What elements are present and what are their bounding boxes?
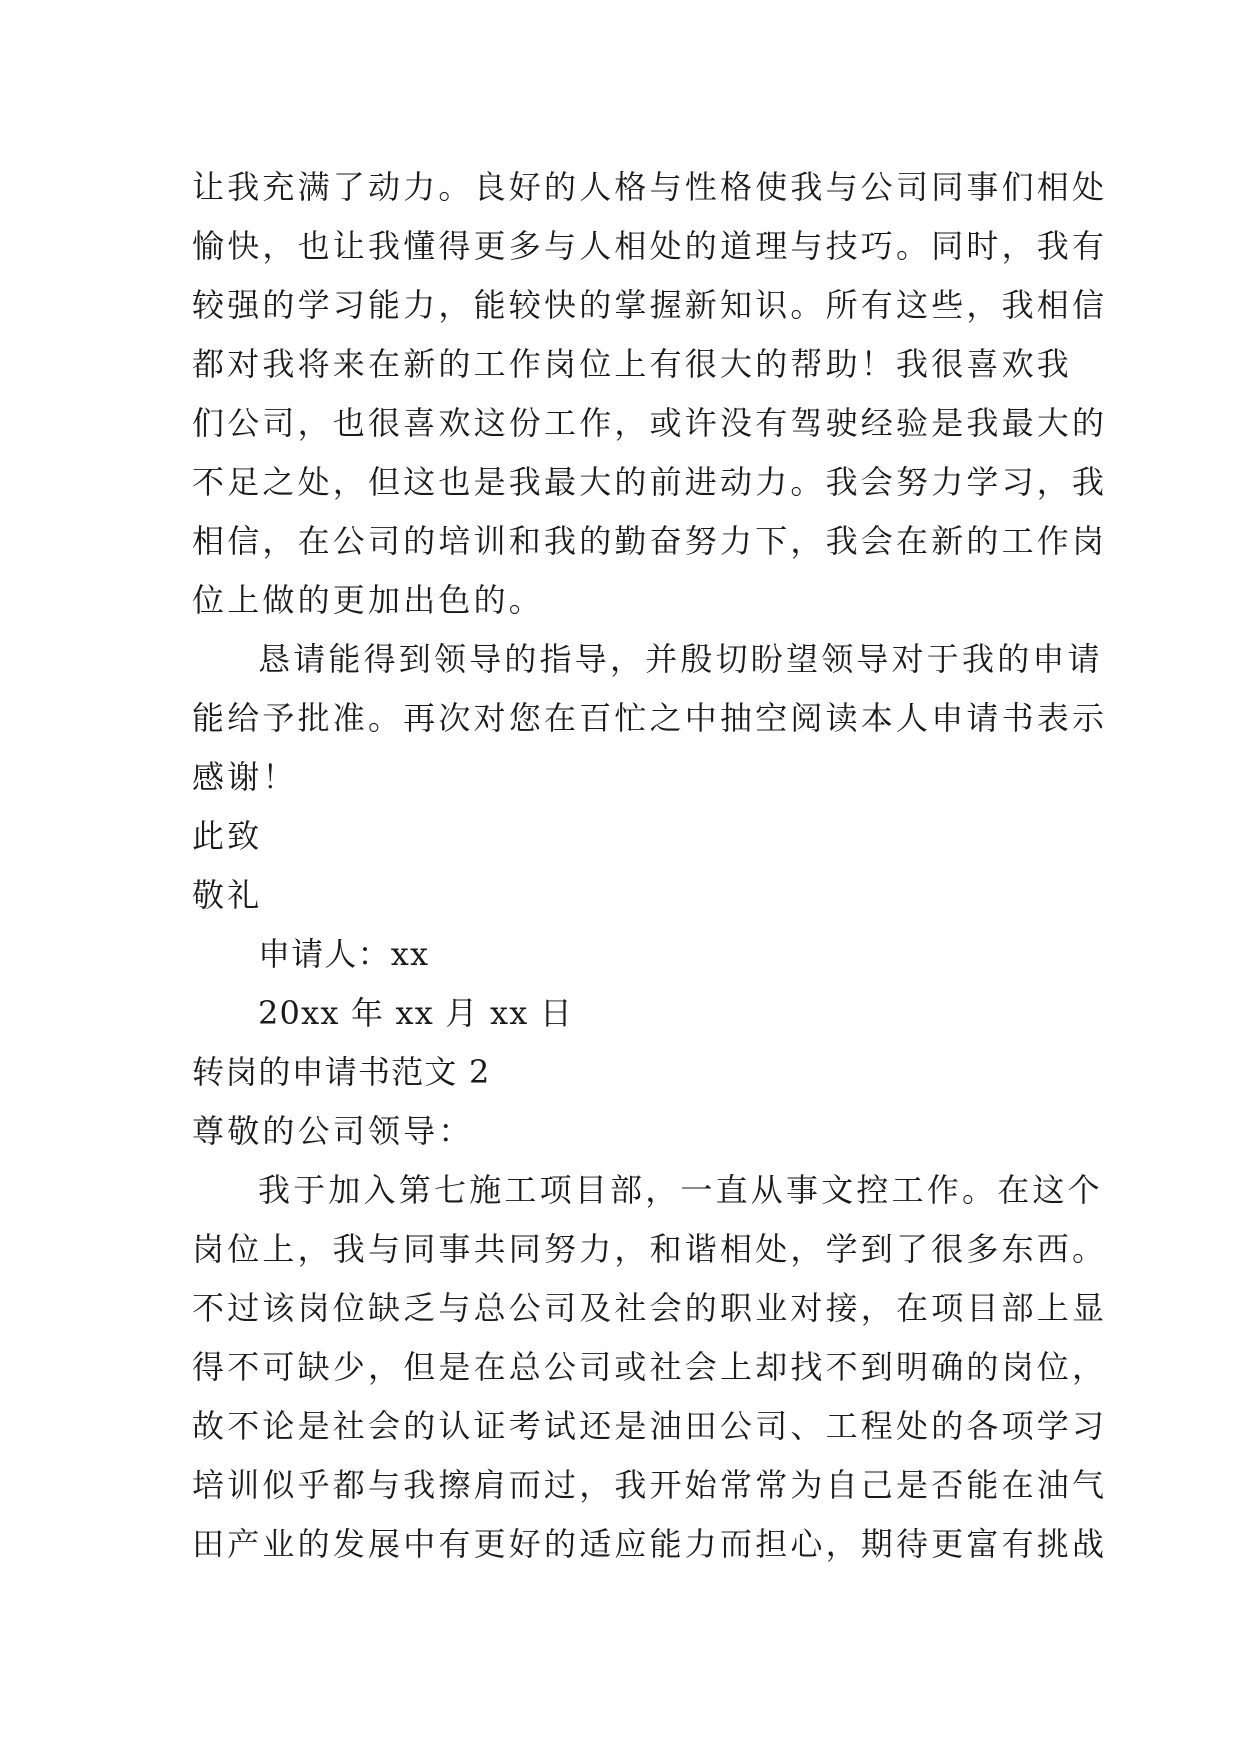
text-line: 位上做的更加出色的。: [192, 581, 545, 619]
closing-line-2: 敬礼: [192, 876, 263, 914]
salutation: 尊敬的公司领导：: [192, 1112, 474, 1150]
text-line: 让我充满了动力。良好的人格与性格使我与公司同事们相处: [192, 168, 1108, 206]
text-line: 较强的学习能力，能较快的掌握新知识。所有这些，我相信: [192, 286, 1108, 324]
text-line: 们公司，也很喜欢这份工作，或许没有驾驶经验是我最大的: [192, 404, 1108, 442]
closing-line-1: 此致: [192, 817, 263, 855]
text-line: 得不可缺少，但是在总公司或社会上却找不到明确的岗位，: [192, 1348, 1108, 1386]
paragraph-1: [192, 158, 1108, 630]
text-line: 培训似乎都与我擦肩而过，我开始常常为自己是否能在油气: [192, 1466, 1108, 1504]
text-line: 田产业的发展中有更好的适应能力而担心，期待更富有挑战: [192, 1525, 1108, 1563]
text-line: 愉快，也让我懂得更多与人相处的道理与技巧。同时，我有: [192, 227, 1108, 265]
text-line: 故不论是社会的认证考试还是油田公司、工程处的各项学习: [192, 1407, 1108, 1445]
signature-date: 20xx 年 xx 月 xx 日: [258, 994, 574, 1032]
text-line: 都对我将来在新的工作岗位上有很大的帮助！我很喜欢我: [192, 345, 1073, 383]
text-line: 感谢！: [192, 758, 298, 796]
text-line: 我于加入第七施工项目部，一直从事文控工作。在这个: [258, 1171, 1103, 1209]
text-line: 恳请能得到领导的指导，并殷切盼望领导对于我的申请: [258, 640, 1103, 678]
text-line: 相信，在公司的培训和我的勤奋努力下，我会在新的工作岗: [192, 522, 1108, 560]
section-title: 转岗的申请书范文 2: [192, 1053, 491, 1091]
text-line: 岗位上，我与同事共同努力，和谐相处，学到了很多东西。: [192, 1230, 1108, 1268]
text-line: 不足之处，但这也是我最大的前进动力。我会努力学习，我: [192, 463, 1108, 501]
signature-applicant: 申请人：xx: [258, 935, 430, 973]
text-line: 不过该岗位缺乏与总公司及社会的职业对接，在项目部上显: [192, 1289, 1108, 1327]
document-body: [192, 158, 1108, 1574]
paragraph-3: [192, 1161, 1108, 1574]
text-line: 能给予批准。再次对您在百忙之中抽空阅读本人申请书表示: [192, 699, 1108, 737]
paragraph-2: [192, 630, 1108, 807]
